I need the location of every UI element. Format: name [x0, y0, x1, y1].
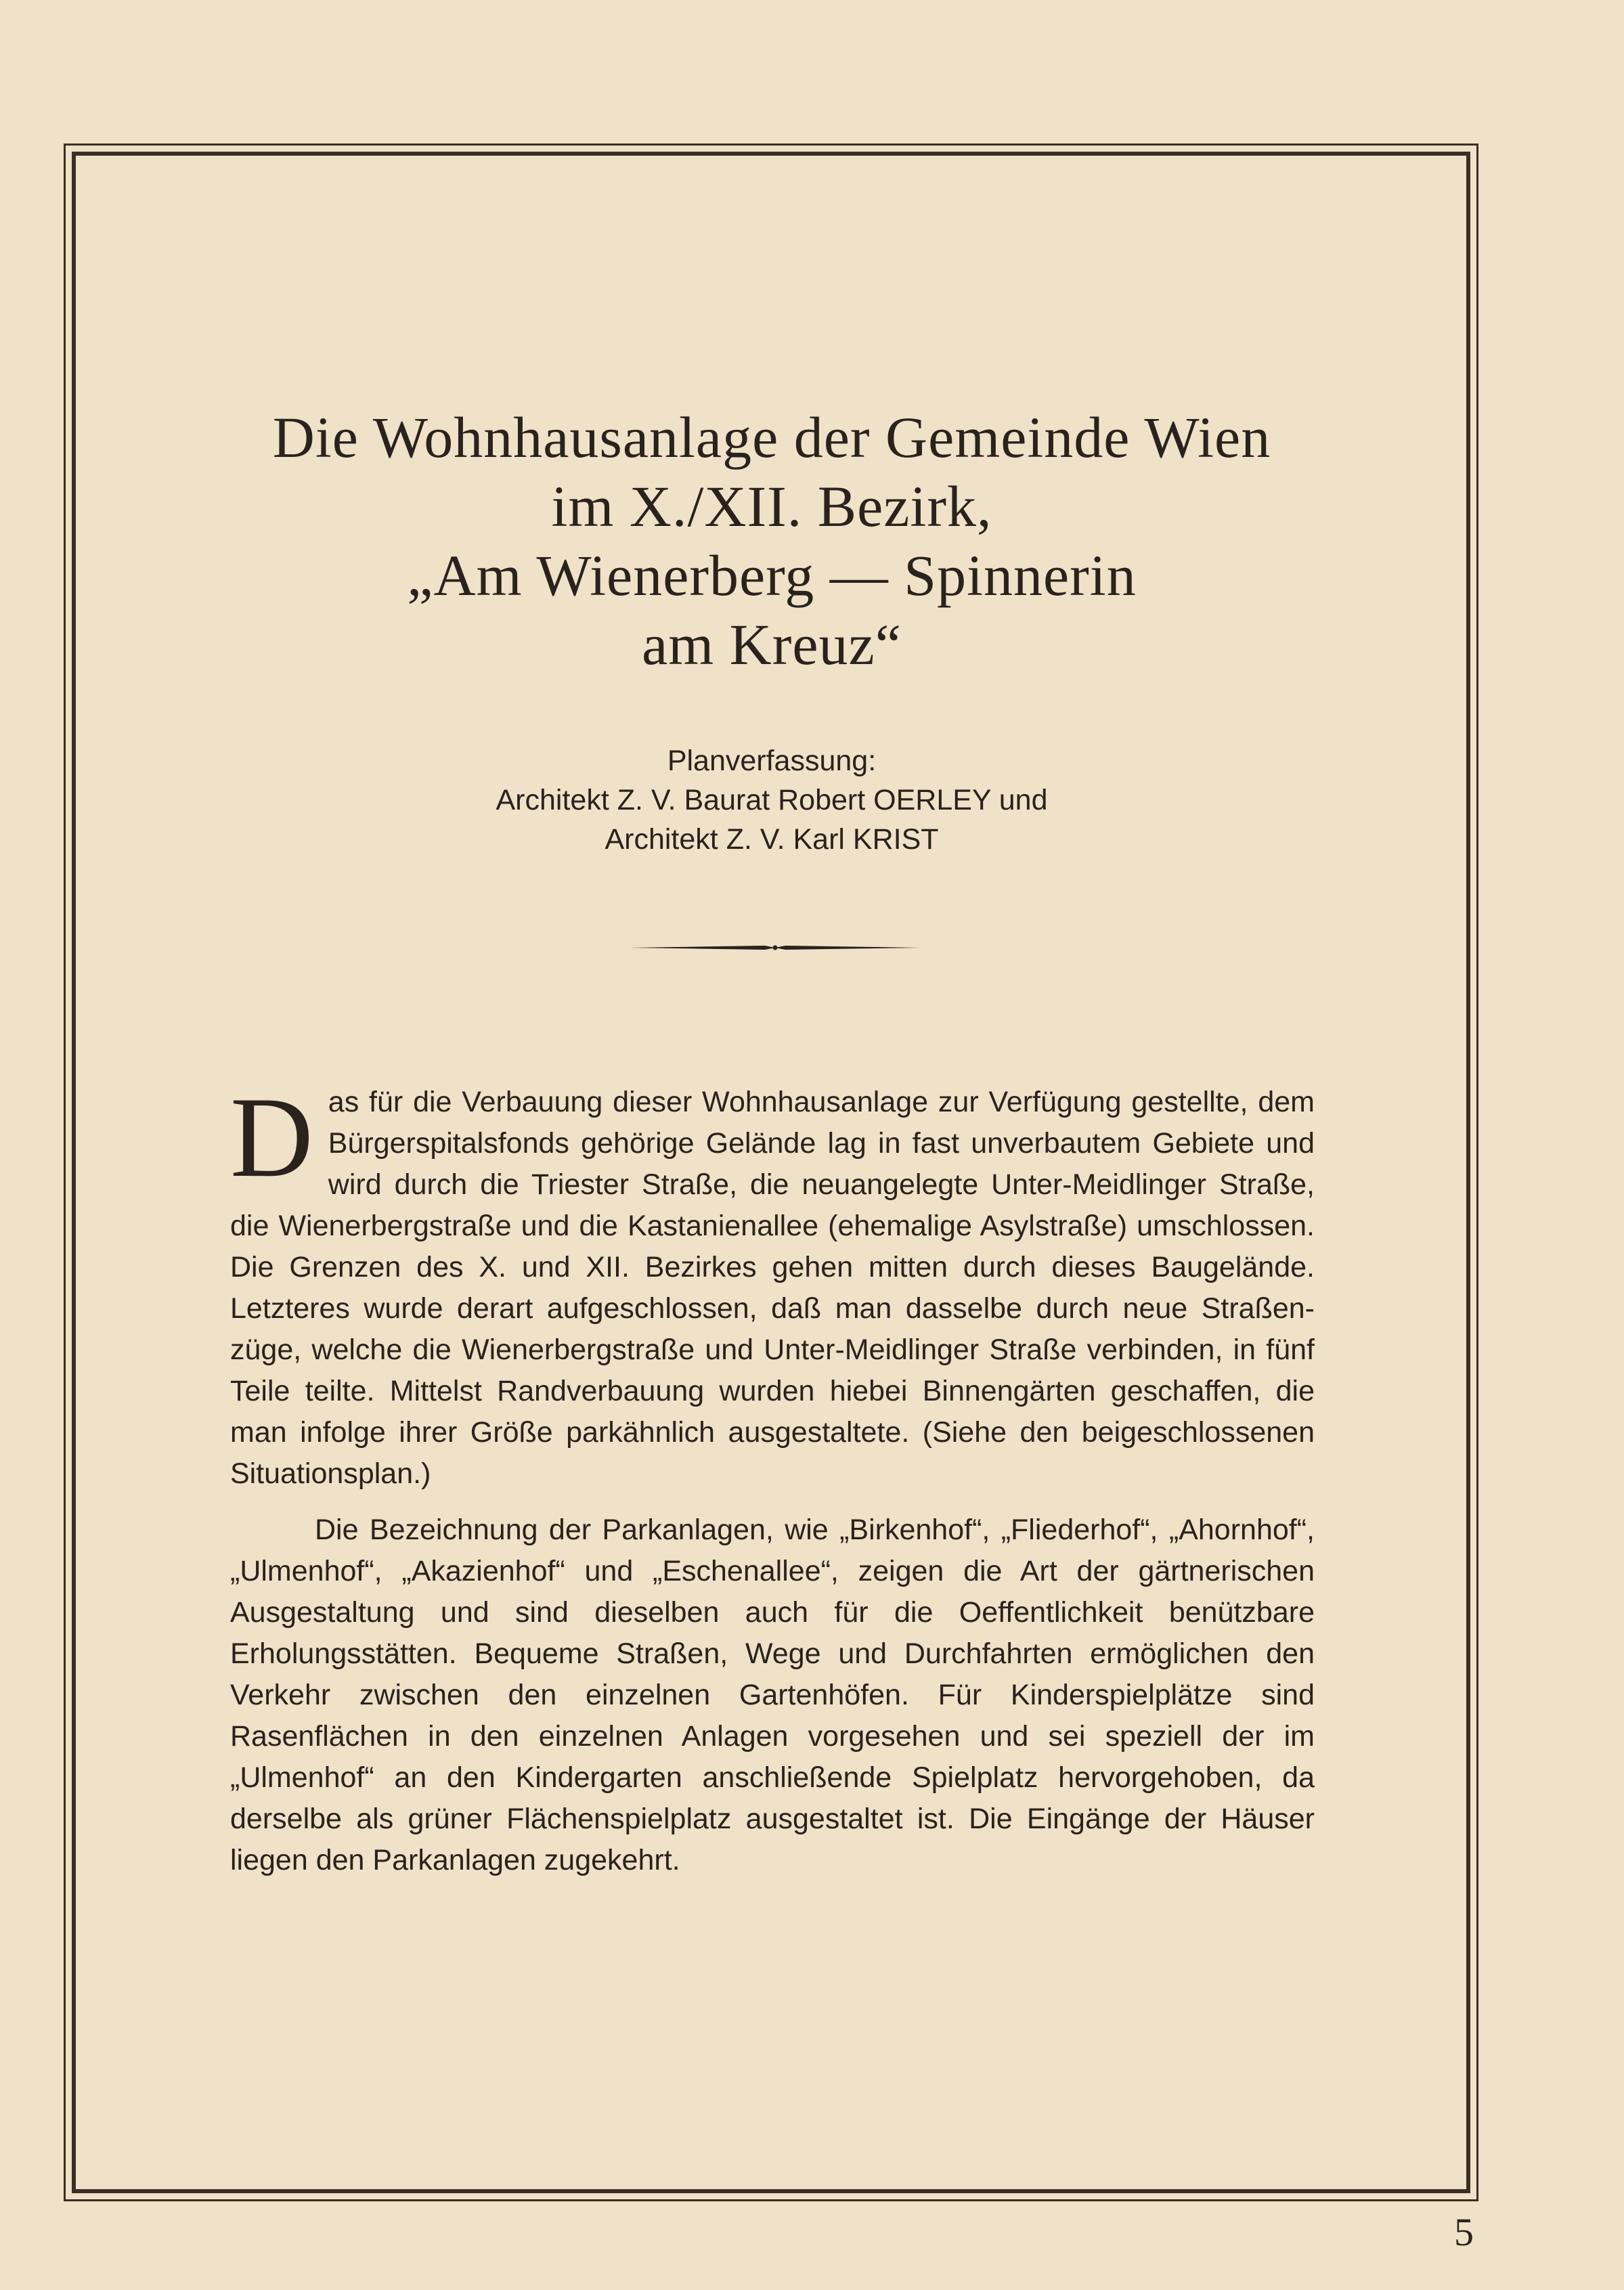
ornament-divider — [630, 941, 921, 954]
title-line: im X./XII. Bezirk, — [551, 474, 992, 539]
paragraph: Die Bezeichnung der Parkanlagen, wie „Birkenhof“, „Fliederhof“, „Ahornhof“, „Ulmenhof“, „Akazienhof“ und „Eschenallee“, zeigen die Art der gärtnerischen Ausgestaltung und sind dieselben auch für die Oeffentlichkeit benützbare Erholungsstätten. Bequeme Straßen, Wege und Durchfahrten ermöglichen den Verkehr zwischen den einzelnen Gartenhöfen. Für Kinderspielplätze sind Rasenflächen in den einzelnen Anlagen vorgesehen und sei speziell der im „Ulmenhof“ an den Kindergarten anschließende Spielplatz hervorgehoben, da derselbe als grüner Flächenspielplatz ausgestaltet ist. Die Eingänge der Häuser liegen den Parkanlagen zugekehrt. — [230, 1514, 1315, 1876]
article-body — [230, 1074, 1315, 1881]
title-line: Die Wohnhausanlage der Gemeinde Wien — [272, 405, 1271, 470]
title-line: am Kreuz“ — [642, 612, 902, 677]
credits-heading: Planverfassung: — [667, 745, 877, 777]
page-number: 5 — [1454, 2210, 1474, 2254]
credits-block — [203, 741, 1340, 859]
paragraph — [230, 1074, 1315, 1495]
drop-cap: D — [230, 1074, 313, 1201]
credits-line: Architekt Z. V. Baurat Robert OERLEY und — [496, 784, 1048, 816]
title-line: „Am Wienerberg — Spinnerin — [407, 543, 1137, 608]
paragraph-text: as für die Verbauung dieser Wohnhausanlage zur Verfügung gestellte, dem Bürgerspitalsfonds gehörige Gelände lag in fast unverbautem Gebiete und wird durch die Triester Straße, die neuangelegte Unter-Meidlinger Straße, die Wienerbergstraße und die Kastanienallee (ehemalige Asylstraße) umschlossen. Die Grenzen des X. und XII. Bezirkes gehen mitten durch dieses Baugelände. Letzteres wurde derart aufgeschlossen, daß man dasselbe durch neue Straßenzüge, welche die Wienerbergstraße und Unter-Meidlinger Straße verbinden, in fünf Teile teilte. Mittelst Randverbauung wurden hiebei Binnengärten geschaffen, die man infolge ihrer Größe parkähnlich ausgestaltete. (Siehe den beigeschlossenen Situationsplan.) — [230, 1086, 1315, 1490]
page-title — [135, 403, 1408, 679]
credits-line: Architekt Z. V. Karl KRIST — [605, 823, 939, 856]
